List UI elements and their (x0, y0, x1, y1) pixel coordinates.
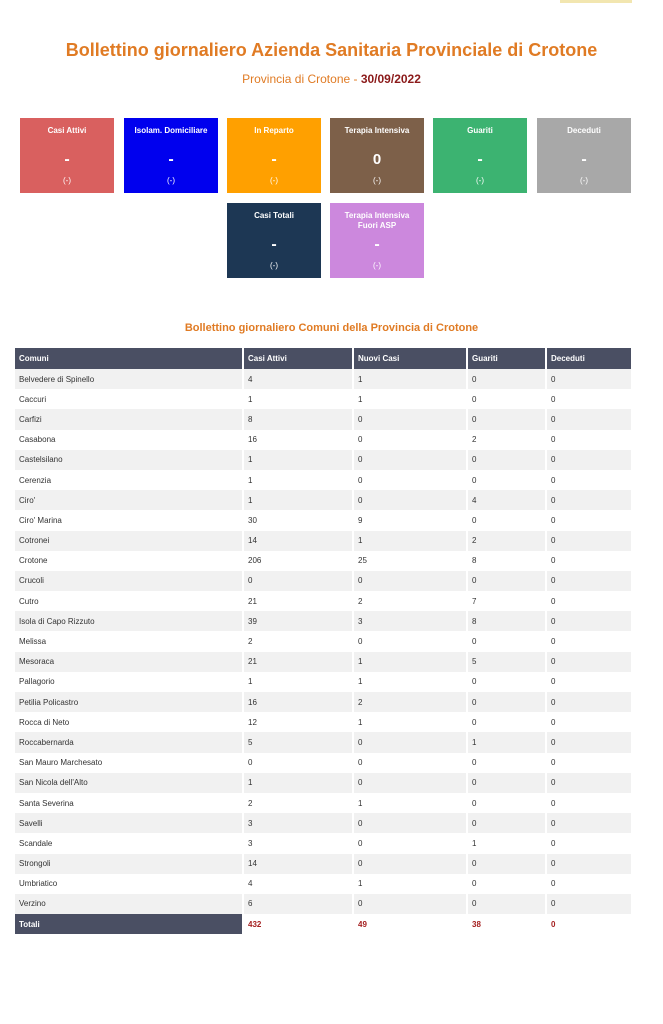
card-terapia-intensiva-fuori-asp (330, 203, 424, 278)
cell-casi-attivi: 16 (243, 430, 353, 450)
cell-guariti: 0 (467, 753, 546, 773)
column-header-nuovi-casi: Nuovi Casi (353, 348, 467, 369)
table-row (15, 631, 632, 651)
cell-casi-attivi: 4 (243, 369, 353, 389)
cell-guariti: 1 (467, 732, 546, 752)
cell-guariti: 0 (467, 631, 546, 651)
cell-deceduti: 0 (546, 652, 632, 672)
card-in-reparto (227, 118, 321, 193)
cell-guariti: 2 (467, 430, 546, 450)
card-change: (-) (373, 176, 381, 185)
table-row (15, 712, 632, 732)
cell-comune: Roccabernarda (15, 732, 243, 752)
cell-guariti: 0 (467, 692, 546, 712)
card-change: (-) (270, 261, 278, 270)
table-row (15, 571, 632, 591)
card-label: Isolam. Domiciliare (134, 126, 208, 135)
table-row (15, 813, 632, 833)
cell-nuovi-casi: 1 (353, 369, 467, 389)
cell-guariti: 0 (467, 571, 546, 591)
totals-row (15, 914, 632, 934)
cell-nuovi-casi: 1 (353, 672, 467, 692)
cell-casi-attivi: 14 (243, 854, 353, 874)
card-change: (-) (270, 176, 278, 185)
cell-deceduti: 0 (546, 389, 632, 409)
table-row (15, 854, 632, 874)
cell-casi-attivi: 6 (243, 894, 353, 914)
cell-casi-attivi: 1 (243, 450, 353, 470)
cell-casi-attivi: 5 (243, 732, 353, 752)
table-row (15, 894, 632, 914)
table-row (15, 430, 632, 450)
card-value: - (477, 151, 483, 168)
cell-comune: Crotone (15, 551, 243, 571)
bulletin-date: 30/09/2022 (360, 72, 421, 86)
cell-comune: Melissa (15, 631, 243, 651)
cell-comune: Strongoli (15, 854, 243, 874)
cell-casi-attivi: 2 (243, 631, 353, 651)
table-row (15, 773, 632, 793)
cell-deceduti: 0 (546, 692, 632, 712)
cell-casi-attivi: 39 (243, 611, 353, 631)
subtitle-province: Provincia di Crotone - (242, 72, 361, 86)
cell-comune: Cutro (15, 591, 243, 611)
cell-deceduti: 0 (546, 571, 632, 591)
cell-comune: Scandale (15, 833, 243, 853)
cell-guariti: 5 (467, 652, 546, 672)
cell-comune: Mesoraca (15, 652, 243, 672)
cell-guariti: 0 (467, 854, 546, 874)
cell-casi-attivi: 1 (243, 389, 353, 409)
table-row (15, 692, 632, 712)
cell-deceduti: 0 (546, 369, 632, 389)
card-deceduti (537, 118, 631, 193)
total-guariti: 38 (467, 914, 546, 934)
cell-deceduti: 0 (546, 813, 632, 833)
cell-casi-attivi: 1 (243, 470, 353, 490)
table-row (15, 591, 632, 611)
section-title: Bollettino giornaliero Comuni della Provincia di Crotone (184, 322, 479, 334)
card-value: - (64, 151, 70, 168)
cell-casi-attivi: 1 (243, 773, 353, 793)
cell-nuovi-casi: 0 (353, 571, 467, 591)
table-row (15, 369, 632, 389)
cell-comune: Verzino (15, 894, 243, 914)
cell-guariti: 0 (467, 510, 546, 530)
cell-casi-attivi: 16 (243, 692, 353, 712)
table-row (15, 753, 632, 773)
card-value: 0 (372, 151, 382, 168)
table-row (15, 611, 632, 631)
card-label: Terapia Intensiva (344, 126, 410, 135)
table-row (15, 874, 632, 894)
cell-casi-attivi: 0 (243, 753, 353, 773)
cell-nuovi-casi: 0 (353, 450, 467, 470)
cell-nuovi-casi: 0 (353, 753, 467, 773)
table-row (15, 409, 632, 429)
cell-casi-attivi: 14 (243, 531, 353, 551)
cell-deceduti: 0 (546, 672, 632, 692)
cell-deceduti: 0 (546, 793, 632, 813)
cell-deceduti: 0 (546, 854, 632, 874)
total-deceduti: 0 (546, 914, 632, 934)
table-row (15, 531, 632, 551)
cell-comune: Carfizi (15, 409, 243, 429)
cell-comune: Isola di Capo Rizzuto (15, 611, 243, 631)
cell-nuovi-casi: 1 (353, 793, 467, 813)
cell-casi-attivi: 3 (243, 833, 353, 853)
card-label: Casi Totali (254, 211, 294, 220)
cell-guariti: 4 (467, 490, 546, 510)
cell-guariti: 0 (467, 369, 546, 389)
cell-comune: Cerenzia (15, 470, 243, 490)
card-value: - (168, 151, 174, 168)
cell-deceduti: 0 (546, 409, 632, 429)
table-row (15, 732, 632, 752)
table-row (15, 672, 632, 692)
column-header-comuni: Comuni (15, 348, 243, 369)
page-title: Bollettino giornaliero Azienda Sanitaria Provinciale di Crotone (65, 40, 598, 60)
cell-deceduti: 0 (546, 510, 632, 530)
cell-nuovi-casi: 0 (353, 732, 467, 752)
table-row (15, 652, 632, 672)
column-header-casi-attivi: Casi Attivi (243, 348, 353, 369)
page-subtitle (0, 72, 663, 86)
cell-casi-attivi: 8 (243, 409, 353, 429)
card-casi-totali (227, 203, 321, 278)
cell-nuovi-casi: 3 (353, 611, 467, 631)
cell-casi-attivi: 1 (243, 672, 353, 692)
cell-comune: Ciro' (15, 490, 243, 510)
cell-casi-attivi: 206 (243, 551, 353, 571)
table-row (15, 389, 632, 409)
card-label: In Reparto (254, 126, 294, 135)
cell-comune: San Nicola dell'Alto (15, 773, 243, 793)
cell-comune: Crucoli (15, 571, 243, 591)
card-value: - (374, 236, 380, 253)
card-change: (-) (373, 261, 381, 270)
cell-guariti: 0 (467, 712, 546, 732)
cell-comune: Umbriatico (15, 874, 243, 894)
table-row (15, 470, 632, 490)
cell-comune: Santa Severina (15, 793, 243, 813)
cell-guariti: 0 (467, 672, 546, 692)
column-header-guariti: Guariti (467, 348, 546, 369)
cell-casi-attivi: 2 (243, 793, 353, 813)
cell-nuovi-casi: 0 (353, 854, 467, 874)
cell-comune: Petilia Policastro (15, 692, 243, 712)
cell-nuovi-casi: 2 (353, 591, 467, 611)
cell-nuovi-casi: 0 (353, 470, 467, 490)
cell-guariti: 0 (467, 773, 546, 793)
cell-deceduti: 0 (546, 430, 632, 450)
card-change: (-) (580, 176, 588, 185)
cell-comune: Caccuri (15, 389, 243, 409)
table-row (15, 450, 632, 470)
total-nuovi-casi: 49 (353, 914, 467, 934)
cell-guariti: 0 (467, 389, 546, 409)
top-accent-bar (560, 0, 632, 3)
cell-casi-attivi: 12 (243, 712, 353, 732)
cell-nuovi-casi: 1 (353, 531, 467, 551)
cell-guariti: 7 (467, 591, 546, 611)
cell-nuovi-casi: 25 (353, 551, 467, 571)
card-change: (-) (476, 176, 484, 185)
cell-guariti: 1 (467, 833, 546, 853)
cell-nuovi-casi: 1 (353, 712, 467, 732)
cell-guariti: 8 (467, 551, 546, 571)
cell-comune: Belvedere di Spinello (15, 369, 243, 389)
cell-nuovi-casi: 0 (353, 631, 467, 651)
card-label: Casi Attivi (47, 126, 87, 135)
card-isolam-domiciliare (124, 118, 218, 193)
cell-nuovi-casi: 1 (353, 389, 467, 409)
cell-nuovi-casi: 0 (353, 773, 467, 793)
cell-casi-attivi: 4 (243, 874, 353, 894)
card-label: Deceduti (567, 126, 601, 135)
table-row (15, 551, 632, 571)
table-row (15, 510, 632, 530)
card-label: Terapia Intensiva Fuori ASP (344, 211, 410, 230)
cell-deceduti: 0 (546, 732, 632, 752)
cell-deceduti: 0 (546, 611, 632, 631)
table-row (15, 833, 632, 853)
cell-casi-attivi: 3 (243, 813, 353, 833)
cell-guariti: 0 (467, 793, 546, 813)
cell-nuovi-casi: 0 (353, 409, 467, 429)
cell-guariti: 0 (467, 813, 546, 833)
card-value: - (581, 151, 587, 168)
column-header-deceduti: Deceduti (546, 348, 632, 369)
cell-guariti: 0 (467, 894, 546, 914)
card-change: (-) (63, 176, 71, 185)
cell-deceduti: 0 (546, 631, 632, 651)
cell-nuovi-casi: 1 (353, 652, 467, 672)
cell-guariti: 0 (467, 874, 546, 894)
cell-nuovi-casi: 1 (353, 874, 467, 894)
cell-nuovi-casi: 0 (353, 430, 467, 450)
cell-casi-attivi: 21 (243, 652, 353, 672)
table-row (15, 490, 632, 510)
cell-comune: Casabona (15, 430, 243, 450)
cell-guariti: 2 (467, 531, 546, 551)
cell-comune: Cotronei (15, 531, 243, 551)
cell-nuovi-casi: 0 (353, 813, 467, 833)
cell-guariti: 0 (467, 409, 546, 429)
comuni-table (15, 348, 633, 934)
cell-deceduti: 0 (546, 894, 632, 914)
cell-casi-attivi: 1 (243, 490, 353, 510)
card-guariti (433, 118, 527, 193)
cell-casi-attivi: 21 (243, 591, 353, 611)
cell-guariti: 0 (467, 450, 546, 470)
totals-label: Totali (15, 914, 243, 934)
cell-nuovi-casi: 0 (353, 833, 467, 853)
cell-comune: Rocca di Neto (15, 712, 243, 732)
cell-deceduti: 0 (546, 490, 632, 510)
card-value: - (271, 236, 277, 253)
card-value: - (271, 151, 277, 168)
cell-casi-attivi: 0 (243, 571, 353, 591)
cell-comune: Ciro' Marina (15, 510, 243, 530)
card-label: Guariti (467, 126, 493, 135)
cell-deceduti: 0 (546, 833, 632, 853)
cell-guariti: 0 (467, 470, 546, 490)
cell-deceduti: 0 (546, 551, 632, 571)
cell-casi-attivi: 30 (243, 510, 353, 530)
cell-comune: Savelli (15, 813, 243, 833)
table-row (15, 793, 632, 813)
table-header-row (15, 348, 632, 369)
cell-deceduti: 0 (546, 450, 632, 470)
cell-deceduti: 0 (546, 591, 632, 611)
cell-deceduti: 0 (546, 531, 632, 551)
total-casi-attivi: 432 (243, 914, 353, 934)
card-terapia-intensiva (330, 118, 424, 193)
cell-guariti: 8 (467, 611, 546, 631)
cell-comune: Pallagorio (15, 672, 243, 692)
cell-nuovi-casi: 0 (353, 490, 467, 510)
cell-nuovi-casi: 0 (353, 894, 467, 914)
card-change: (-) (167, 176, 175, 185)
cell-nuovi-casi: 2 (353, 692, 467, 712)
cell-deceduti: 0 (546, 874, 632, 894)
card-casi-attivi (20, 118, 114, 193)
cell-deceduti: 0 (546, 753, 632, 773)
cell-comune: Castelsilano (15, 450, 243, 470)
cell-deceduti: 0 (546, 712, 632, 732)
cell-comune: San Mauro Marchesato (15, 753, 243, 773)
cell-nuovi-casi: 9 (353, 510, 467, 530)
cell-deceduti: 0 (546, 470, 632, 490)
cell-deceduti: 0 (546, 773, 632, 793)
